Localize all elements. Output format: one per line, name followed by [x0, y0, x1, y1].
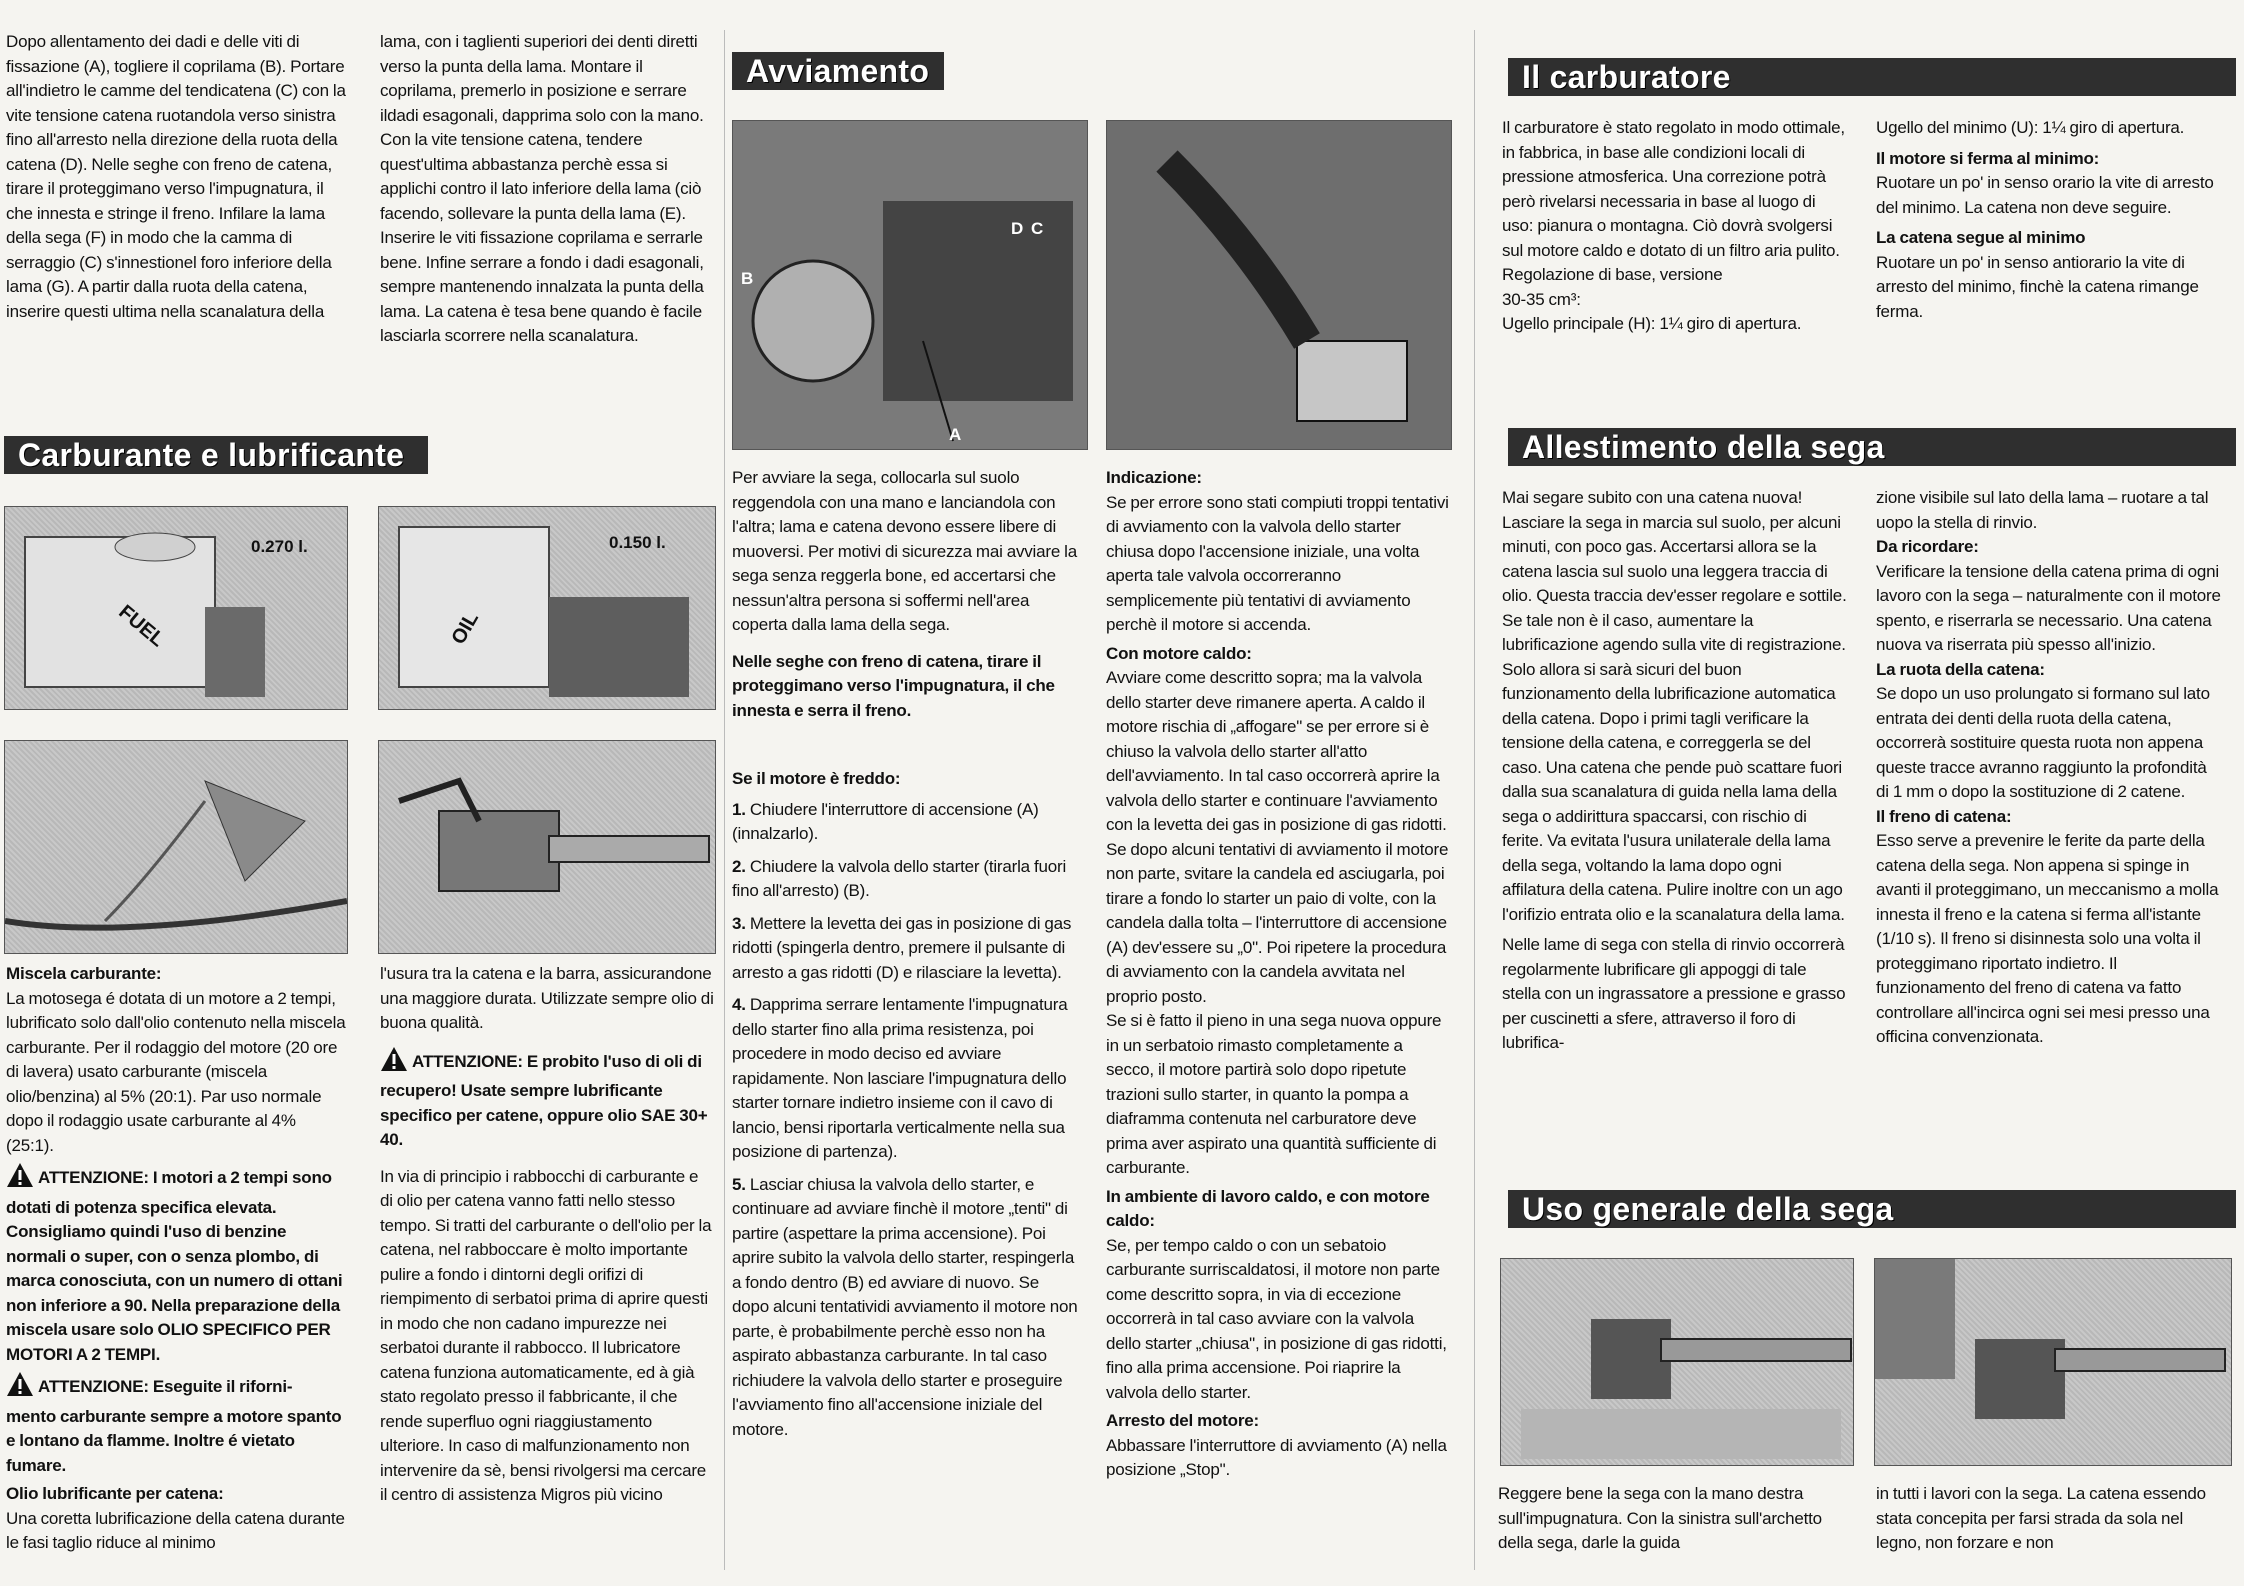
- photo-label-b: B: [741, 269, 754, 288]
- photo-label-d: D: [1011, 219, 1024, 238]
- miscela-column: [6, 962, 346, 1564]
- photo-cutting-log: [1500, 1258, 1854, 1466]
- minimo-heading-2: La catena segue al minimo: [1876, 228, 2086, 247]
- step-text: Dapprima serrare lentamente l'impugnatura dello starter fino alla prima resistenza, poi procedere in modo deciso ed avviare rapidamente. Non lasciare l'impugnatura dello starter tornare indietro insieme con il cavo di lancio, bensi riportarla verticalmente nella sua posizione di partenza).: [732, 995, 1068, 1161]
- arresto-block: [1106, 1409, 1452, 1483]
- freno-block: [1876, 805, 2222, 1050]
- section-banner-uso: Uso generale della sega: [1508, 1190, 2236, 1228]
- column-divider: [724, 30, 725, 1570]
- caldo-text: Avviare come descritto sopra; ma la valvola dello starter deve rimanere aperta. A caldo il motore rischia di „affogare" se per errore si è chiuso la valvola dello starter all'atto dell'avviamento. In tal caso occorrerà aprire la valvola dello starter e continuare l'avviamento con la levetta dei gas in posizione di gas ridotti. Se dopo alcuni tentativi di avviamento il motore non parte, svitare la candela ed asciugarla, poi tirare a fondo lo starter un paio di volte, con la candela dalla tolta – l'interruttore di accensione (A) dev'essere su „0". Poi ripetere la procedura di avviamento con la candela avvitata nel proprio posto.: [1106, 668, 1449, 1006]
- warning-block-3: [380, 1046, 715, 1153]
- ricordare-block: [1876, 535, 2222, 658]
- carburatore-column-1: [1502, 116, 1848, 345]
- minimo-text-1: Ruotare un po' in senso orario la vite di arresto del minimo. La catena non deve seguire.: [1876, 173, 2214, 217]
- chainsaw-side-illustration: [379, 741, 715, 953]
- usura-text: l'usura tra la catena e la barra, assicurandone una maggiore durata. Utilizzate sempre olio di buona qualità.: [380, 964, 714, 1032]
- avviamento-column-1: [732, 466, 1080, 1450]
- oil-can-word: OIL: [447, 608, 484, 649]
- step-number: 2.: [732, 856, 746, 876]
- column-divider: [1474, 30, 1475, 1570]
- miscela-text: La motosega é dotata di un motore a 2 tempi, lubrificato solo dall'olio contenuto nella miscela carburante. Per il rodaggio del motore (20 ore di lavera) usato carburante (miscela olio/benzina) al 5% (20:1). Par uso normale dopo il rodaggio usate carburante al 4% (25:1).: [6, 988, 346, 1155]
- section-banner-avviamento: Avviamento: [732, 52, 944, 90]
- step-text: Chiudere l'interruttore di accensione (A) (innalzarlo).: [732, 799, 1039, 843]
- ambiente-block: [1106, 1185, 1452, 1406]
- intro-paragraph-2: lama, con i taglienti superiori dei denti diretti verso la punta della lama. Montare il coprilama, premerlo in posizione e serrare ildadi esagonali, dapprima solo con la mano. Con la vite tensione catena, tendere quest'ultima abbastanza perchè essa si applichi contro il lato inferiore della lama (ciò facendo, sollevare la punta della lama (E). Inserire le viti fissazione coprilama e serrarle bene. Infine serrare a fondo i dadi esagonali, sempre mantenendo innalzata la punta della lama. La catena è tesa bene quando è facile lasciarla scorrere nella scanalatura.: [380, 32, 704, 345]
- photo-starting-chainsaw: [1106, 120, 1452, 450]
- fuel-amount-label: 0.270 l.: [251, 537, 308, 556]
- freddo-step: [732, 855, 1080, 904]
- indicazione-text: Se per errore sono stati compiuti troppi tentativi di avviamento con la valvola dello starter chiusa dopo l'accensione iniziale, una volta aperta tale valvola occorreranno semplicemente più tentativi di avviamento perchè il motore si accenda.: [1106, 492, 1449, 634]
- warning-triangle-icon: [6, 1371, 34, 1405]
- section-banner-carburante: Carburante e lubrificante: [4, 436, 428, 474]
- intro-column-1: [6, 30, 354, 332]
- olio-block: [6, 1482, 346, 1556]
- freddo-step: [732, 993, 1080, 1165]
- allestimento-column-2: [1876, 486, 2222, 1058]
- step-text: Chiudere la valvola dello starter (tirarla fuori fino all'arresto) (B).: [732, 856, 1067, 900]
- intro-paragraph-1: Dopo allentamento dei dadi e delle viti di fissazione (A), togliere il coprilama (B). Portare all'indietro le camme del tendicatena (C) con la vite tensione catena ruotandola verso sinistra fino all'arresto nella direzione della ruota della catena (D). Nelle seghe con freno de catena, tirare il proteggimano verso l'impugnatura, il che innesta e stringe il freno. Infilare la lama della sega (F) in modo che la camma di serraggio (C) s'innestionel foro inferiore della lama (G). A partir dalla ruota della catena, inserire questi ultima nella scanalatura della: [6, 32, 346, 321]
- allestimento-text-3: zione visibile sul lato della lama – ruotare a tal uopo la stella di rinvio.: [1876, 488, 2209, 532]
- step-number: 5.: [732, 1174, 746, 1194]
- fuel-can-word: FUEL: [114, 600, 169, 652]
- freno-text: Esso serve a prevenire le ferite da parte della catena della sega. Non appena si spinge in avanti il proteggimano, un meccanismo a molla innesta il freno e la catena si ferma all'istante (1/10 s). Il freno si disinnesta solo una volta il proteggimano riportato indietro. Il funzionamento del freno di catena va fatto controllare all'incirca ogni sei mesi presso una officina convenzionata.: [1876, 831, 2219, 1046]
- ricordare-heading: Da ricordare:: [1876, 537, 1979, 556]
- olio-heading: Olio lubrificante per catena:: [6, 1484, 224, 1503]
- minimo-block-1: [1876, 147, 2222, 221]
- freddo-step: [732, 798, 1080, 847]
- section-banner-allestimento: Allestimento della sega: [1508, 428, 2236, 466]
- carburatore-text: Il carburatore è stato regolato in modo ottimale, in fabbrica, in base alle condizioni locali di pressione atmosferica. Una correzione potrà però rivelarsi necessaria in base al luogo di uso: pianura o montagna. Ciò dovrà svolgersi sul motore caldo e dotato di un filtro aria pulito.: [1502, 118, 1845, 260]
- warning-block-1: [6, 1162, 346, 1367]
- warning-2-lead: ATTENZIONE: Eseguite il riforni-: [38, 1377, 293, 1397]
- photo-cutting-log-2: [1874, 1258, 2232, 1466]
- warning-3-lead: ATTENZIONE: E probito l'uso di oli: [412, 1051, 684, 1071]
- allestimento-text-1: Mai segare subito con una catena nuova! Lasciare la sega in marcia sul suolo, per alcuni minuti, con poco gas. Accertarsi allora se la catena lascia sul suolo una leggera traccia di olio. Questa traccia dev'esser regolare e sottile. Se tale non è il caso, aumentare la lubrificazione agendo sulla vite di registrazione. Solo allora si sarà sicuri del buon funzionamento della lubrificazione automatica della catena. Dopo i primi tagli verificare la tensione della catena, e correggerla se del caso. Una catena che pende può scattare fuori dalla sua scanalatura di guida nella lama della sega o addirittura spaccarsi, con rischio di ferite. Va evitata l'usura unilaterale della lama della sega, voltando la lama dopo ogni affilatura della catena. Pulire inoltre con un ago l'orifizio entrata olio e la scanalatura della lama.: [1502, 488, 1847, 924]
- freddo-step: [732, 912, 1080, 986]
- step-text: Lasciar chiusa la valvola dello starter, e continuare ad avviare finchè il motore „tenti" di partire (aspettare la prima accensione). Poi aprire subito la valvola dello starter, respingerla a fondo dentro (B) ed avviare di nuovo. Se dopo alcuni tentatividi avviamento il motore non parte, è probabilmente perchè esso non ha aspirato abbastanza carburante. In tal caso richiudere la valvola dello starter e proseguire l'avviamento fino all'accensione iniziale del motore.: [732, 1174, 1078, 1439]
- freno-note: Nelle seghe con freno di catena, tirare il proteggimano verso l'impugnatura, il che innesta e serra il freno.: [732, 651, 1055, 720]
- section-banner-carburatore: Il carburatore: [1508, 58, 2236, 96]
- regolazione-line: Regolazione di base, versione: [1502, 265, 1723, 284]
- miscela-heading: Miscela carburante:: [6, 964, 162, 983]
- warning-1-lead: ATTENZIONE: I motori a 2 tempi: [38, 1168, 288, 1188]
- warning-2-text: mento carburante sempre a motore spanto e lontano da flamme. Inoltre é vietato fumare.: [6, 1406, 342, 1475]
- minimo-text-2: Ruotare un po' in senso antiorario la vite di arresto del minimo, finchè la catena rimange ferma.: [1876, 252, 2199, 321]
- usura-column: [380, 962, 715, 1516]
- step-number: 4.: [732, 995, 746, 1014]
- uso-text-1: Reggere bene la sega con la mano destra sull'impugnatura. Con la sinistra sull'archetto della sega, darle la guida: [1498, 1484, 1822, 1552]
- indicazione-heading: Indicazione:: [1106, 468, 1202, 487]
- freddo-steps-list: [732, 798, 1080, 1443]
- ruota-heading: La ruota della catena:: [1876, 659, 2045, 679]
- miscela-block: [6, 962, 346, 1158]
- pieno-text: Se si è fatto il pieno in una sega nuova oppure in un serbatoio rimasto completamente a secco, il motore partirà solo dopo ripetute trazioni sullo starter, in quanto la pompa a diaframma contenuta nel carburatore deve prima aver aspirato una quantità sufficiente di carburante.: [1106, 1011, 1442, 1177]
- starting-chainsaw-illustration: [1107, 121, 1451, 449]
- cutting-log-2-illustration: [1875, 1259, 2231, 1465]
- step-text: Mettere la levetta dei gas in posizione di gas ridotti (spingerla dentro, premere il pulsante di arresto a gas ridotti (D) e rilasciare la levetta).: [732, 913, 1072, 982]
- allestimento-text-2: Nelle lame di sega con stella di rinvio occorrerà regolarmente lubrificare gli appoggi di tale stella con un ingrassatore a pressione e grasso per cuscinetti a sfere, attraverso il foro di lubrifica-: [1502, 935, 1846, 1052]
- photo-starter-controls: [732, 120, 1088, 450]
- ruota-text: Se dopo un uso prolungato si formano sul lato entrata dei denti della ruota della catena, occorrerà sostituire questa ruota non appena queste tracce avranno raggiunto la profondità di 1 mm o dopo la sostituzione di 2 catene.: [1876, 684, 2210, 801]
- caldo-heading: Con motore caldo:: [1106, 643, 1252, 663]
- starter-controls-illustration: [733, 121, 1087, 449]
- warning-triangle-icon: [6, 1162, 34, 1196]
- cutting-log-illustration: [1501, 1259, 1853, 1465]
- photo-chainsaw-side: [378, 740, 716, 954]
- oil-pouring-illustration: [5, 741, 347, 953]
- arresto-heading: Arresto del motore:: [1106, 1411, 1259, 1430]
- cc-line: 30-35 cm³:: [1502, 289, 1581, 309]
- uso-text-2: in tutti i lavori con la sega. La catena essendo stata concepita per farsi strada da sola nel legno, non forzare e non: [1876, 1484, 2206, 1552]
- step-number: 1.: [732, 799, 746, 819]
- step-number: 3.: [732, 913, 746, 933]
- ruota-block: [1876, 658, 2222, 805]
- ambiente-text: Se, per tempo caldo o con un sebatoio carburante surriscaldatosi, il motore non parte come descritto sopra, in via di eccezione occorrerà in tal caso avviare con la valvola dello starter „chiusa", in posizione di gas ridotti, fino alla prima accensione. Poi riaprire la valvola dello starter.: [1106, 1235, 1447, 1402]
- oil-amount-label: 0.150 l.: [609, 533, 666, 552]
- rabbocchi-text: In via di principio i rabbocchi di carburante e di olio per catena vanno fatti nello stesso tempo. Si tratti del carburante o dell'olio per la catena, nel rabboccare è molto importante pulire a fondo i dintorni degli orifizi di riempimento di serbatoi prima di aprire questi in modo che non cadano impurezze nei serbatoi durante il rabbocco. Il lubricatore catena funziona automaticamente, ed à già stato regolato presso il fabbricante, il che rende superfluo ogni riaggiustamento ulteriore. In caso di malfunzionamento non intervenire da sè, bensi rivolgersi ma cercare il centro di assistenza Migros più vicino: [380, 1166, 712, 1504]
- indicazione-block: [1106, 466, 1452, 638]
- freno-heading: Il freno di catena:: [1876, 806, 2012, 826]
- warning-block-2: [6, 1371, 346, 1478]
- caldo-block: [1106, 642, 1452, 1010]
- avviamento-column-2: [1106, 466, 1452, 1491]
- uso-column-1: [1498, 1482, 1848, 1564]
- photo-fuel-can: [4, 506, 348, 710]
- ugello-principale: Ugello principale (H): 1¼ giro di apertura.: [1502, 314, 1802, 333]
- avviamento-intro: Per avviare la sega, collocarla sul suolo reggendola con una mano e lanciandola con l'altra; lama e catena devono essere libere di muoversi. Per motivi di sicurezza mai avviare la sega senza reggerla bone, ed accertarsi che nessun'altra persona si soffermi nell'area coperta dalla lama della sega.: [732, 468, 1077, 634]
- minimo-heading-1: Il motore si ferma al minimo:: [1876, 148, 2100, 168]
- arresto-text: Abbassare l'interruttore di avviamento (A) nella posizione „Stop".: [1106, 1435, 1447, 1479]
- minimo-block-2: [1876, 226, 2222, 324]
- photo-oil-can: [378, 506, 716, 710]
- warning-3-text: di recupero! Usate sempre lubrificante specifico per catene, oppure olio SAE 30+ 40.: [380, 1051, 708, 1149]
- ambiente-heading: In ambiente di lavoro caldo, e con motore caldo:: [1106, 1186, 1430, 1230]
- photo-label-c: C: [1031, 219, 1044, 238]
- allestimento-column-1: [1502, 486, 1848, 1064]
- photo-label-a: A: [949, 425, 962, 444]
- uso-column-2: [1876, 1482, 2226, 1564]
- freddo-step: [732, 1173, 1080, 1443]
- carburatore-column-2: [1876, 116, 2222, 332]
- ugello-minimo: Ugello del minimo (U): 1¼ giro di apertura.: [1876, 118, 2185, 137]
- warning-triangle-icon: [380, 1046, 408, 1080]
- freddo-heading: Se il motore è freddo:: [732, 769, 901, 788]
- ricordare-text: Verificare la tensione della catena prima di ogni lavoro con la sega – naturalmente con il motore spento, e riserrarla se necessario. Una catena nuova va riserrata più spesso all'inizio.: [1876, 561, 2221, 654]
- photo-oil-pouring: [4, 740, 348, 954]
- intro-column-2: [380, 30, 715, 357]
- warning-1-text: sono dotati di potenza specifica elevata. Consigliamo quindi l'uso di benzine normali o super, con o senza plombo, di marca conosciuta, con un numero di ottani non inferiore a 90. Nella preparazione della miscela usare solo OLIO SPECIFICO PER MOTORI A 2 TEMPI.: [6, 1168, 343, 1364]
- olio-text: Una coretta lubrificazione della catena durante le fasi taglio riduce al minimo: [6, 1508, 345, 1552]
